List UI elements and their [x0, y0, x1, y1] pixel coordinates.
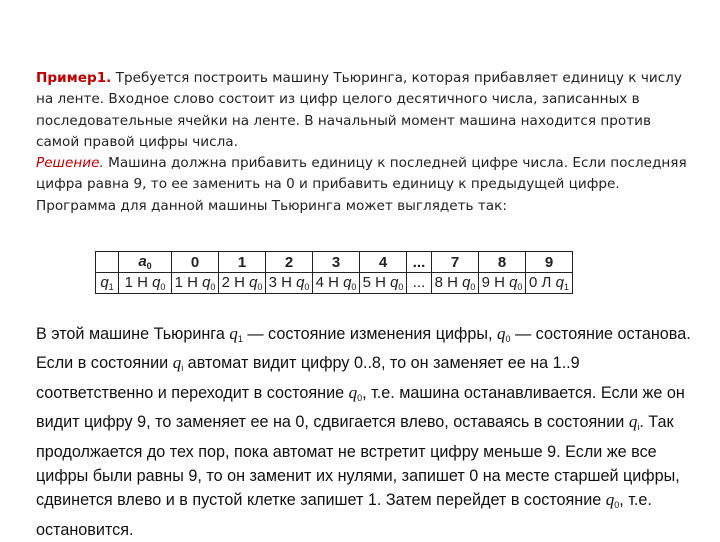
explanation-text: . Так продолжается до тех пор, пока автомат не встретит цифру меньше 9. Если же все цифры были равны 9, то он заменит их нулями, запишет 0 на месте старшей цифры, сдвинется влево и в пустой клетке запишет 1. Затем перейдет в состояние	[36, 413, 680, 510]
header-cell: 2	[266, 252, 313, 273]
explanation-text: , т.е. остановится.	[36, 491, 652, 539]
state-symbol: q	[348, 382, 358, 402]
command-sub: 1	[563, 282, 569, 292]
header-cell: 8	[479, 252, 526, 273]
command-text: 2 Н	[221, 274, 250, 291]
symbol-header-cell	[119, 252, 172, 273]
state-symbol: q	[605, 490, 615, 510]
command-cell	[526, 273, 573, 294]
example-label: Пример1.	[36, 70, 112, 86]
state-sub: i	[181, 363, 184, 374]
state-q: q	[100, 274, 109, 291]
command-cell	[407, 273, 432, 294]
state-symbol: q	[172, 353, 182, 373]
command-q: q	[343, 274, 352, 291]
command-text: 5 Н	[362, 274, 391, 291]
state-sub: 1	[108, 282, 114, 292]
explanation-text: — состояние изменения цифры,	[242, 325, 497, 343]
explanation-text: , т.е. машина останавливается. Если же он видит цифру 9, то заменяет ее на 0, сдвигается влево, оставаясь в состоянии	[36, 383, 685, 432]
command-q: q	[509, 274, 518, 291]
command-text: 8 Н	[434, 274, 463, 291]
command-text: 1 Н	[124, 274, 153, 291]
state-symbol: q	[496, 324, 506, 343]
state-sub: i	[637, 422, 640, 433]
command-q: q	[296, 274, 305, 291]
problem-statement	[36, 68, 696, 217]
command-sub: 0	[351, 282, 357, 292]
symbol-a-sub: 0	[146, 261, 152, 271]
command-q: q	[249, 274, 258, 291]
table-corner-cell	[96, 252, 119, 273]
explanation-text: — состояние останова. Если в состоянии	[36, 325, 691, 373]
solution-text: Машина должна прибавить единицу к последней цифре числа. Если последняя цифра равна 9, то ее заменить на 0 и прибавить единицу к предыдущей цифре. Программа для данной машины Тьюринга может выглядеть так:	[36, 155, 687, 214]
header-cell: ...	[407, 252, 432, 273]
command-sub: 0	[210, 282, 216, 292]
header-cell: 3	[313, 252, 360, 273]
command-text: 3 Н	[268, 274, 297, 291]
state-sub: 0	[614, 500, 620, 511]
command-cell	[266, 273, 313, 294]
command-cell	[219, 273, 266, 294]
solution-label: Решение.	[36, 155, 104, 172]
command-sub: 0	[398, 282, 404, 292]
command-text: 1 Н	[174, 274, 203, 291]
explanation-paragraph	[36, 322, 696, 542]
task-text: Требуется построить машину Тьюринга, которая прибавляет единицу к числу на ленте. Входное слово состоит из цифр целого десятичного числа, записанных в последовательные ячейки на ленте. В начальный момент машина находится против самой правой цифры числа.	[36, 70, 682, 150]
command-q: q	[555, 274, 564, 291]
command-sub: 0	[257, 282, 263, 292]
command-q: q	[462, 274, 471, 291]
command-text: 0 Л	[529, 274, 556, 291]
command-cell	[432, 273, 479, 294]
explanation-text: автомат видит цифру 0..8, то он заменяет ее на 1..9 соответственно и переходит в состояние	[36, 354, 580, 402]
header-cell: 1	[219, 252, 266, 273]
header-cell: 4	[360, 252, 407, 273]
explanation-text: В этой машине Тьюринга	[36, 325, 230, 343]
command-q: q	[202, 274, 211, 291]
command-sub: 0	[304, 282, 310, 292]
command-cell	[479, 273, 526, 294]
header-cell: 7	[432, 252, 479, 273]
header-cell: 0	[172, 252, 219, 273]
command-sub: 0	[470, 282, 476, 292]
command-text: 9 Н	[481, 274, 510, 291]
state-symbol: q	[628, 412, 638, 432]
state-sub: 1	[237, 334, 243, 344]
command-sub: 0	[160, 282, 166, 292]
command-text: 4 Н	[315, 274, 344, 291]
state-sub: 0	[357, 392, 363, 403]
command-cell	[172, 273, 219, 294]
table-row-q1	[96, 273, 573, 294]
command-cell	[360, 273, 407, 294]
command-q: q	[152, 274, 161, 291]
symbol-a: a	[138, 253, 147, 270]
command-cell	[313, 273, 360, 294]
header-cell: 9	[526, 252, 573, 273]
state-sub: 0	[505, 334, 511, 344]
command-q: q	[390, 274, 399, 291]
command-text: ...	[412, 274, 426, 291]
table-header-row	[96, 252, 573, 273]
state-cell	[96, 273, 119, 294]
turing-program-table	[95, 251, 573, 294]
state-symbol: q	[229, 324, 238, 343]
command-sub: 0	[517, 282, 523, 292]
command-cell	[119, 273, 172, 294]
